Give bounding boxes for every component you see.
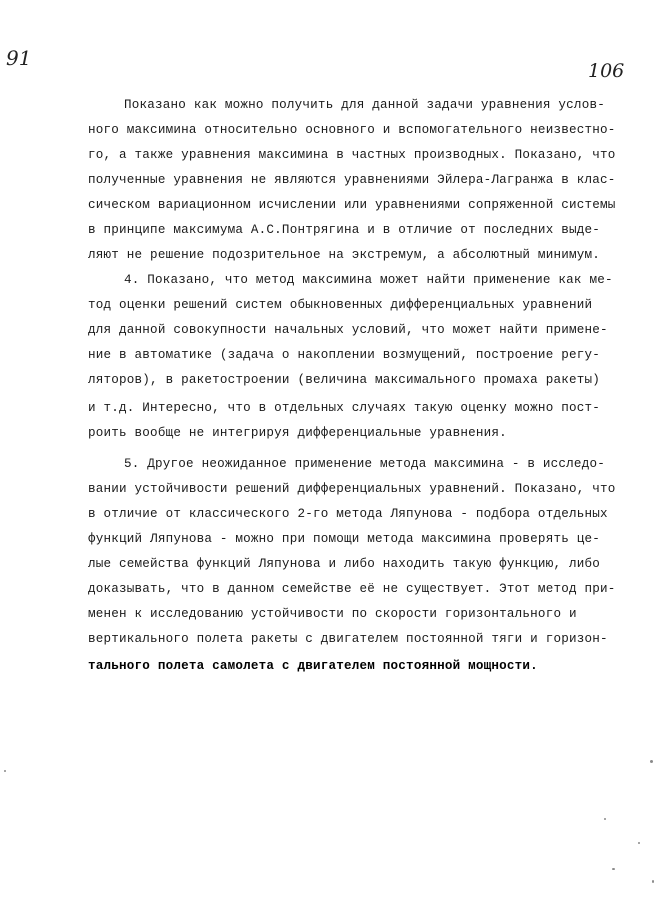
text-line: полученные уравнения не являются уравнениями Эйлера-Лагранжа в клас- xyxy=(88,173,616,187)
text-line: роить вообще не интегрируя дифференциальные уравнения. xyxy=(88,426,507,440)
text-line: вании устойчивости решений дифференциальных уравнений. Показано, что xyxy=(88,482,616,496)
text-line: и т.д. Интересно, что в отдельных случаях такую оценку можно пост- xyxy=(88,401,600,415)
scan-speck xyxy=(612,868,615,870)
text-line: для данной совокупности начальных условий, что может найти примене- xyxy=(88,323,608,337)
scan-speck xyxy=(604,818,606,820)
text-line: лые семейства функций Ляпунова и либо находить такую функцию, либо xyxy=(88,557,600,571)
text-line: доказывать, что в данном семействе её не существует. Этот метод при- xyxy=(88,582,616,596)
text-line: 5. Другое неожиданное применение метода максимина - в исследо- xyxy=(124,457,605,471)
text-line: Показано как можно получить для данной задачи уравнения услов- xyxy=(124,98,605,112)
text-line: ние в автоматике (задача о накоплении возмущений, построение регу- xyxy=(88,348,600,362)
text-line: менен к исследованию устойчивости по скорости горизонтального и xyxy=(88,607,577,621)
text-line: функций Ляпунова - можно при помощи метода максимина проверять це- xyxy=(88,532,600,546)
text-line: вертикального полета ракеты с двигателем постоянной тяги и горизон- xyxy=(88,632,608,646)
text-line: в отличие от классического 2-го метода Ляпунова - подбора отдельных xyxy=(88,507,608,521)
text-line: тод оценки решений систем обыкновенных дифференциальных уравнений xyxy=(88,298,593,312)
text-line: сическом вариационном исчислении или уравнениями сопряженной системы xyxy=(88,198,616,212)
text-line: ляют не решение подозрительное на экстремум, а абсолютный минимум. xyxy=(88,248,600,262)
text-line: ляторов), в ракетостроении (величина максимального промаха ракеты) xyxy=(88,373,600,387)
text-line: ного максимина относительно основного и вспомогательного неизвестно- xyxy=(88,123,616,137)
scan-speck xyxy=(652,880,654,883)
text-line: го, а также уравнения максимина в частных производных. Показано, что xyxy=(88,148,616,162)
text-line: 4. Показано, что метод максимина может найти применение как ме- xyxy=(124,273,613,287)
page-number: 106 xyxy=(588,60,625,82)
scan-speck xyxy=(638,842,640,844)
text-line: в принципе максимума А.С.Понтрягина и в отличие от последних выде- xyxy=(88,223,600,237)
archive-number: 91 xyxy=(6,46,32,70)
scan-speck xyxy=(4,770,6,772)
scan-speck xyxy=(650,760,653,763)
text-line: тального полета самолета с двигателем постоянной мощности. xyxy=(88,659,538,673)
